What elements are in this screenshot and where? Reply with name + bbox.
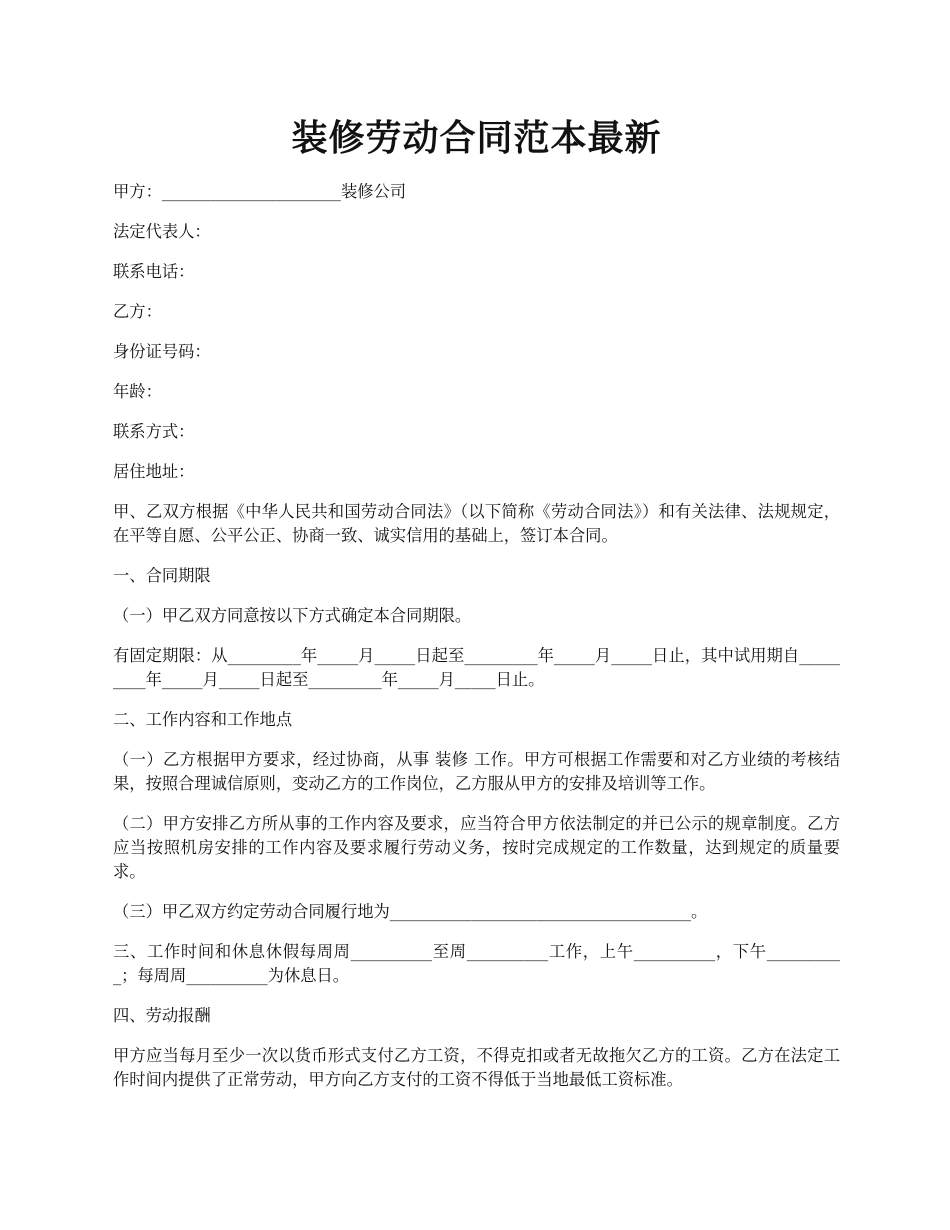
- work-clause-3: （三）甲乙双方约定劳动合同履行地为_____________________________________。: [113, 902, 708, 921]
- address-field: 居住地址：: [113, 462, 195, 481]
- work-clause-1: （一）乙方根据甲方要求，经过协商，从事 装修 工作。甲方可根据工作需要和对乙方业绩的考核结果，按照合理诚信原则，变动乙方的工作岗位，乙方服从甲方的安排及培训等工作。: [113, 750, 840, 793]
- party-b-field: 乙方：: [113, 302, 162, 321]
- section-heading-term: 一、合同期限: [113, 566, 211, 585]
- document-title: 装修劳动合同范本最新: [291, 117, 662, 159]
- party-a-field: 甲方：______________________装修公司: [113, 182, 407, 201]
- section-heading-pay: 四、劳动报酬: [113, 1006, 211, 1025]
- age-field: 年龄：: [113, 382, 162, 401]
- term-clause-1: （一）甲乙双方同意按以下方式确定本合同期限。: [113, 606, 472, 625]
- work-hours-paragraph: 三、工作时间和休息休假每周周__________至周__________工作，上午__________，下午__________；每周周__________为休息日。: [113, 942, 840, 985]
- section-heading-work: 二、工作内容和工作地点: [113, 710, 293, 729]
- work-clause-2: （二）甲方安排乙方所从事的工作内容及要求，应当符合甲方依法制定的并已公示的规章制度。乙方应当按照机房安排的工作内容及要求履行劳动义务，按时完成规定的工作数量，达到规定的质量要求。: [113, 814, 840, 881]
- legal-representative-field: 法定代表人：: [113, 222, 211, 241]
- id-number-field: 身份证号码：: [113, 342, 211, 361]
- pay-paragraph: 甲方应当每月至少一次以货币形式支付乙方工资，不得克扣或者无故拖欠乙方的工资。乙方在法定工作时间内提供了正常劳动，甲方向乙方支付的工资不得低于当地最低工资标准。: [113, 1046, 840, 1089]
- fixed-term-paragraph: 有固定期限：从_________年_____月_____日起至_________年_____月_____日止，其中试用期自_________年_____月_____日起至_________年_____月_____日止。: [113, 646, 840, 689]
- contact-method-field: 联系方式：: [113, 422, 195, 441]
- preamble-paragraph: 甲、乙双方根据《中华人民共和国劳动合同法》（以下简称《劳动合同法》）和有关法律、法规规定，在平等自愿、公平公正、协商一致、诚实信用的基础上，签订本合同。: [113, 502, 840, 545]
- contact-phone-field: 联系电话：: [113, 262, 195, 281]
